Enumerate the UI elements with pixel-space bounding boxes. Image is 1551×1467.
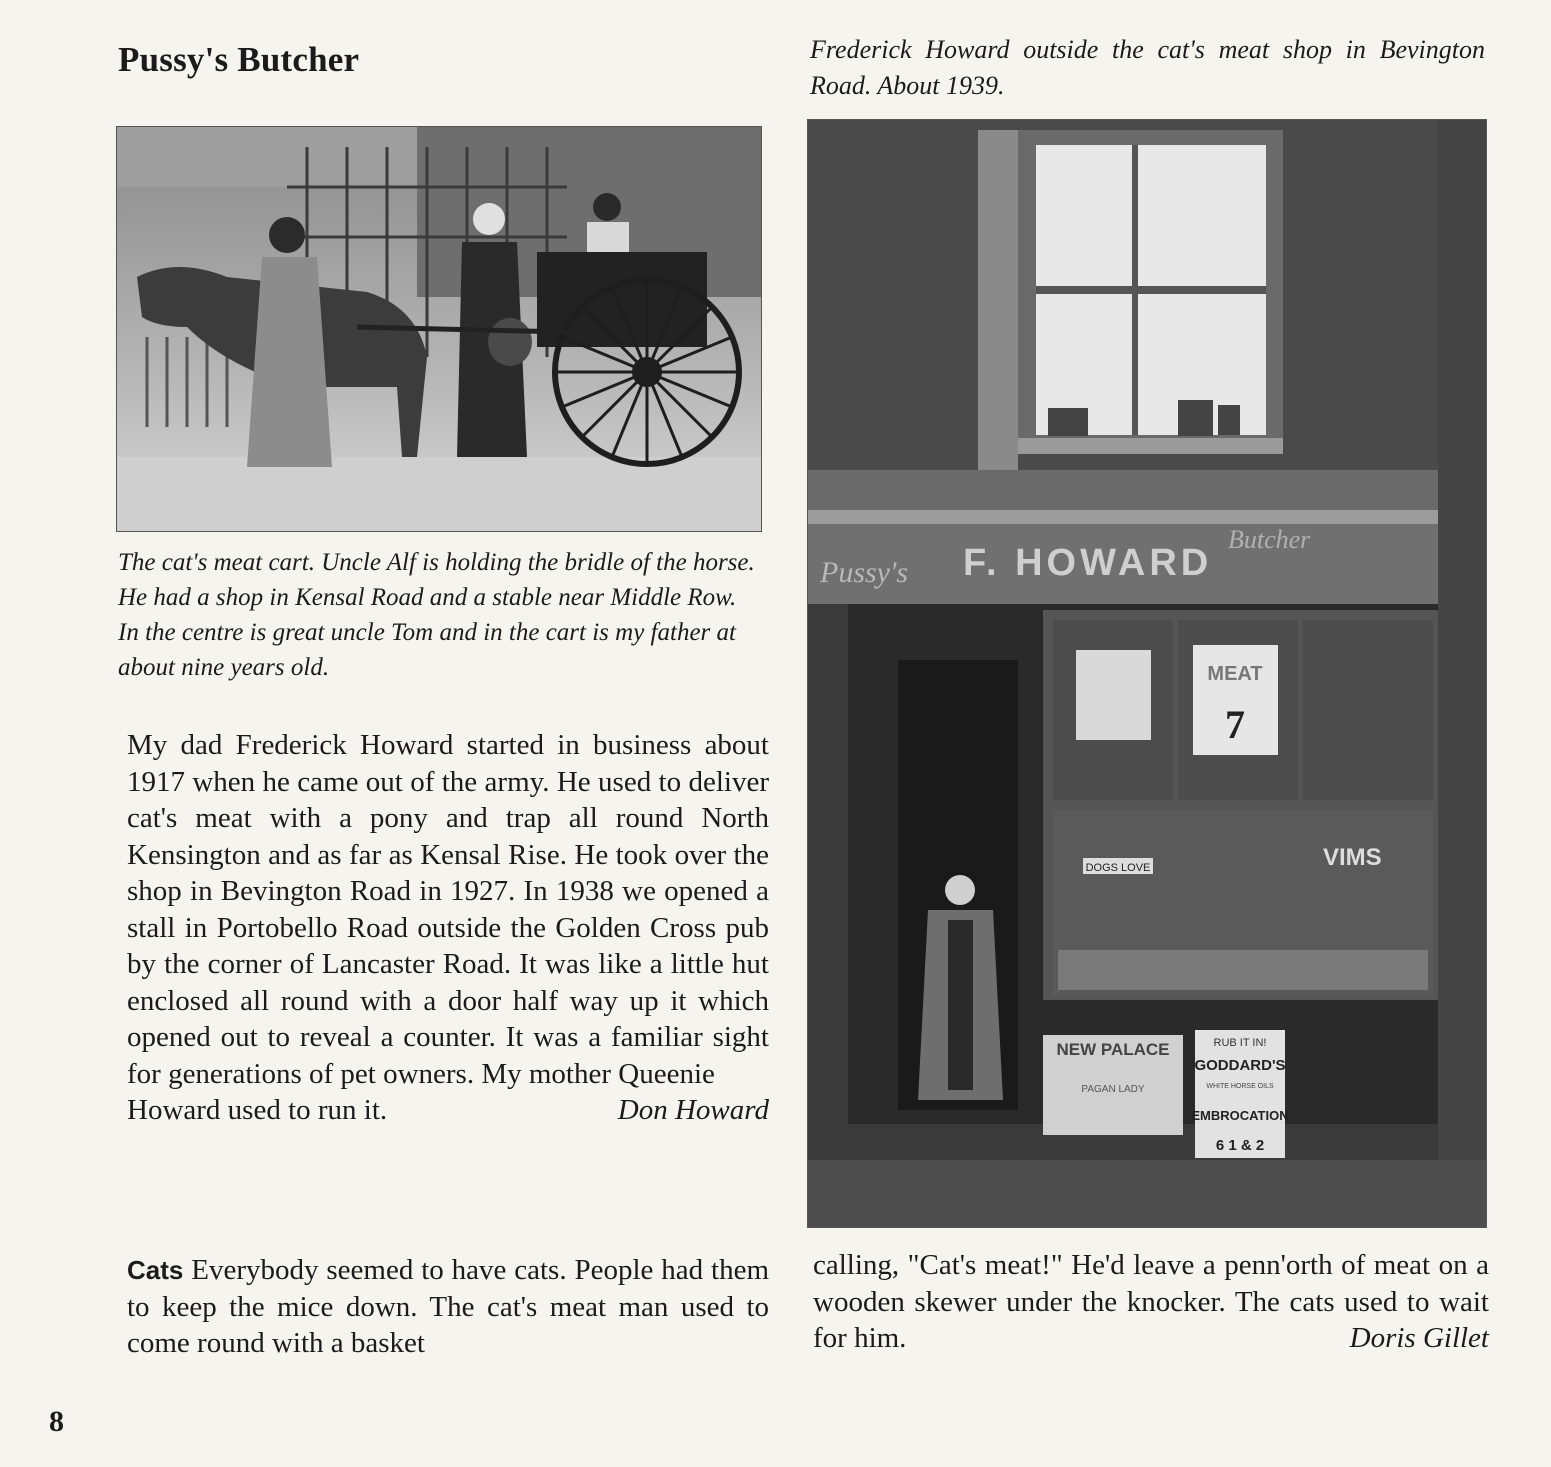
poster-price: 7	[1225, 702, 1245, 747]
photo-caption-cart: The cat's meat cart. Uncle Alf is holding the bridle of the horse. He had a shop in Kensal Road and a stable near Middle Row. In the centre is great uncle Tom and in the cart is my father at about nine years old.	[118, 549, 755, 681]
poster-prices: 6 1 & 2	[1215, 1137, 1265, 1154]
sign-dogs-love: DOGS LOVE	[1085, 862, 1151, 874]
poster-goddards: GODDARD'S	[1194, 1057, 1286, 1074]
cats-continuation-text: calling, "Cat's meat!" He'd leave a penn'orth of meat on a wooden skewer under the knocker. The cats used to wait for him.	[813, 1249, 1489, 1354]
sign-vims: VIMS	[1323, 844, 1382, 871]
cats-continuation	[813, 1247, 1489, 1357]
sign-trade: Butcher	[1228, 525, 1311, 554]
shopfront-illustration	[808, 120, 1486, 1227]
article-body	[127, 727, 769, 1129]
poster-meat: MEAT	[1207, 663, 1263, 685]
poster-white-horse-oils: WHITE HORSE OILS	[1206, 1083, 1274, 1090]
photo-cats-meat-cart	[116, 126, 762, 532]
cats-body: Everybody seemed to have cats. People had them to keep the mice down. The cat's meat man used to come round with a basket	[127, 1254, 770, 1359]
article-last-line	[127, 1092, 769, 1129]
article-signature: Don Howard	[617, 1094, 769, 1126]
poster-rub-it-in: RUB IT IN!	[1213, 1037, 1267, 1049]
sign-name: F. HOWARD	[963, 542, 1213, 584]
page-title: Pussy's Butcher	[118, 40, 360, 79]
poster-pagan-lady: PAGAN LADY	[1081, 1084, 1145, 1095]
cats-heading: Cats	[127, 1255, 184, 1285]
cart-illustration	[117, 127, 761, 531]
photo-shopfront	[807, 119, 1487, 1228]
photo-caption-shopfront: Frederick Howard outside the cat's meat shop in Bevington Road. About 1939.	[810, 35, 1485, 100]
article-paragraph: My dad Frederick Howard started in business about 1917 when he came out of the army. He used to deliver cat's meat with a pony and trap all round North Kensington and as far as Kensal Rise. He took over the shop in Bevington Road in 1927. In 1938 we opened a stall in Portobello Road outside the Golden Cross pub by the corner of Lancaster Road. It was like a little hut enclosed all round with a door half way up it which opened out to reveal a counter. It was a familiar sight for generations of pet owners. My mother Queenie	[127, 729, 769, 1090]
sign-script-pussys: Pussy's	[820, 556, 909, 589]
poster-embrocation: EMBROCATION	[1191, 1108, 1289, 1123]
article-closing-text: Howard used to run it.	[127, 1094, 388, 1126]
poster-new-palace: NEW PALACE	[1056, 1040, 1170, 1059]
page-number: 8	[49, 1405, 64, 1438]
cats-signature: Doris Gillet	[1349, 1322, 1489, 1354]
cats-section	[127, 1252, 769, 1362]
